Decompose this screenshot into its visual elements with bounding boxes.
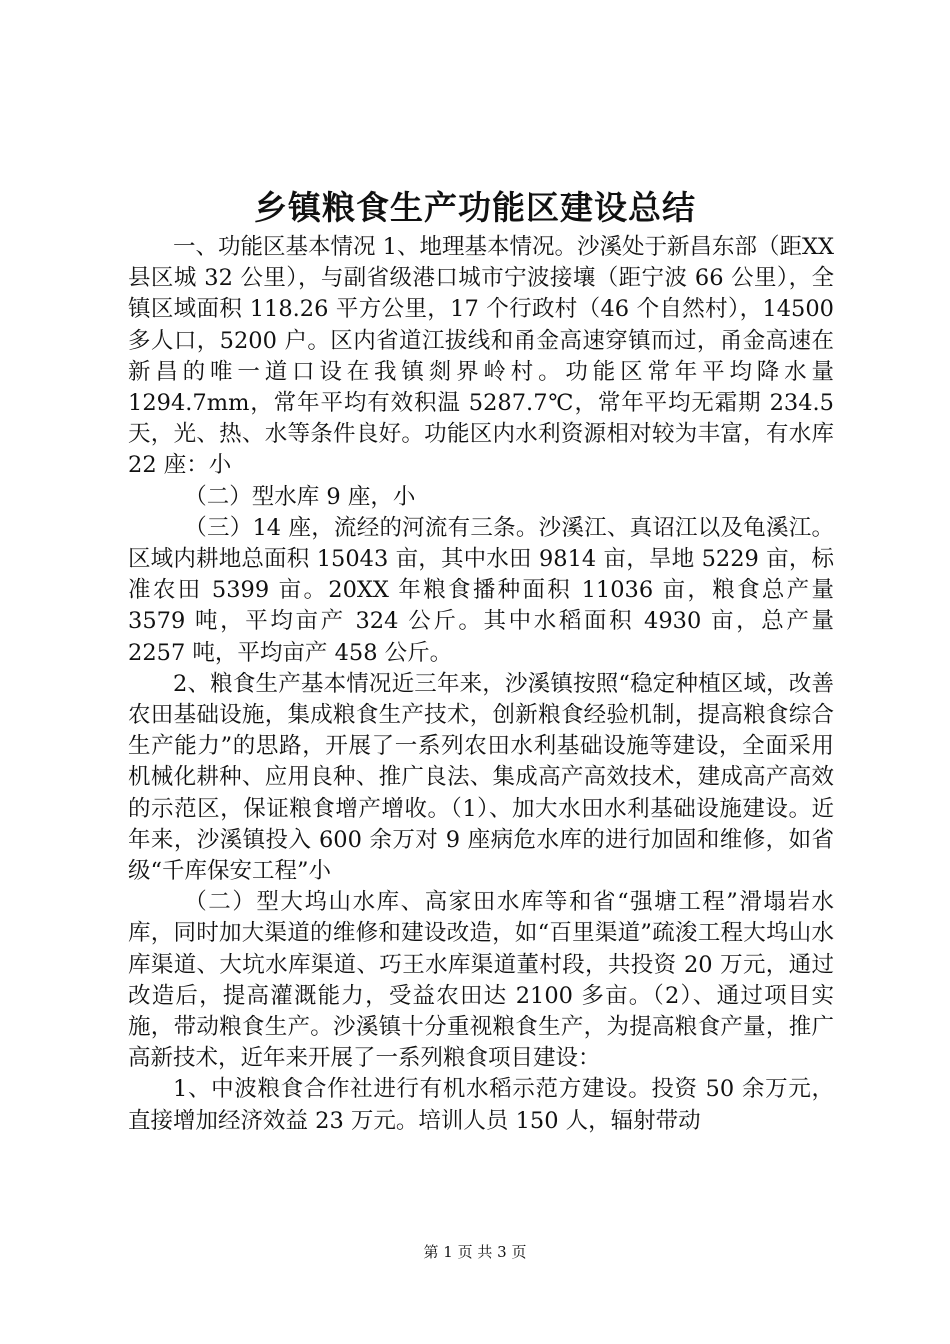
document-body (128, 232, 834, 1137)
paragraph-reservoir-type-2: （二）型水库 9 座，小 (184, 483, 416, 510)
page-footer: 第 1 页 共 3 页 (423, 1243, 527, 1261)
paragraph-basic-info: 一、功能区基本情况 1、地理基本情况。沙溪处于新昌东部（距XX县区城 32 公里），与副省级港口城市宁波接壤（距宁波 66 公里），全镇区域面积 118.26 平方公里，17 个行政村（46 个自然村），14500 多人口，5200 户。区内省道江拔线和甬金高速穿镇而过，甬金高速在新昌的唯一道口设在我镇剡界岭村。功能区常年平均降水量 1294.7mm，常年平均有效积温 5287.7℃，常年平均无霜期 234.5 天，光、热、水等条件良好。功能区内水利资源相对较为丰富，有水库 22 座：小 (128, 234, 835, 479)
paragraph-reservoir-projects: （二）型大坞山水库、高家田水库等和省“强塘工程”滑塌岩水库，同时加大渠道的维修和建设改造，如“百里渠道”疏浚工程大坞山水库渠道、大坑水库渠道、巧王水库渠道董村段，共投资 20 万元，通过改造后，提高灌溉能力，受益农田达 2100 多亩。（2）、通过项目实施，带动粮食生产。沙溪镇十分重视粮食生产，为提高粮食产量，推广高新技术，近年来开展了一系列粮食项目建设： (128, 889, 834, 1072)
document-title: 乡镇粮食生产功能区建设总结 (254, 188, 696, 227)
paragraph-cooperative: 1、中波粮食合作社进行有机水稻示范方建设。投资 50 余万元，直接增加经济效益 23 万元。培训人员 150 人，辐射带动 (128, 1076, 834, 1134)
paragraph-grain-production: 2、粮食生产基本情况近三年来，沙溪镇按照“稳定种植区域，改善农田基础设施，集成粮食生产技术，创新粮食经验机制，提高粮食综合生产能力”的思路，开展了一系列农田水利基础设施等建设，全面采用机械化耕种、应用良种、推广良法、集成高产高效技术，建成高产高效的示范区，保证粮食增产增收。（1）、加大水田水利基础设施建设。近年来，沙溪镇投入 600 余万对 9 座病危水库的进行加固和维修，如省级“千库保安工程”小 (128, 670, 834, 885)
paragraph-reservoir-type-3: （三）14 座，流经的河流有三条。沙溪江、真诏江以及龟溪江。区域内耕地总面积 15043 亩，其中水田 9814 亩，旱地 5229 亩，标准农田 5399 亩。20XX 年粮食播种面积 11036 亩，粮食总产量 3579 吨，平均亩产 324 公斤。其中水稻面积 4930 亩，总产量 2257 吨，平均亩产 458 公斤。 (128, 514, 834, 666)
